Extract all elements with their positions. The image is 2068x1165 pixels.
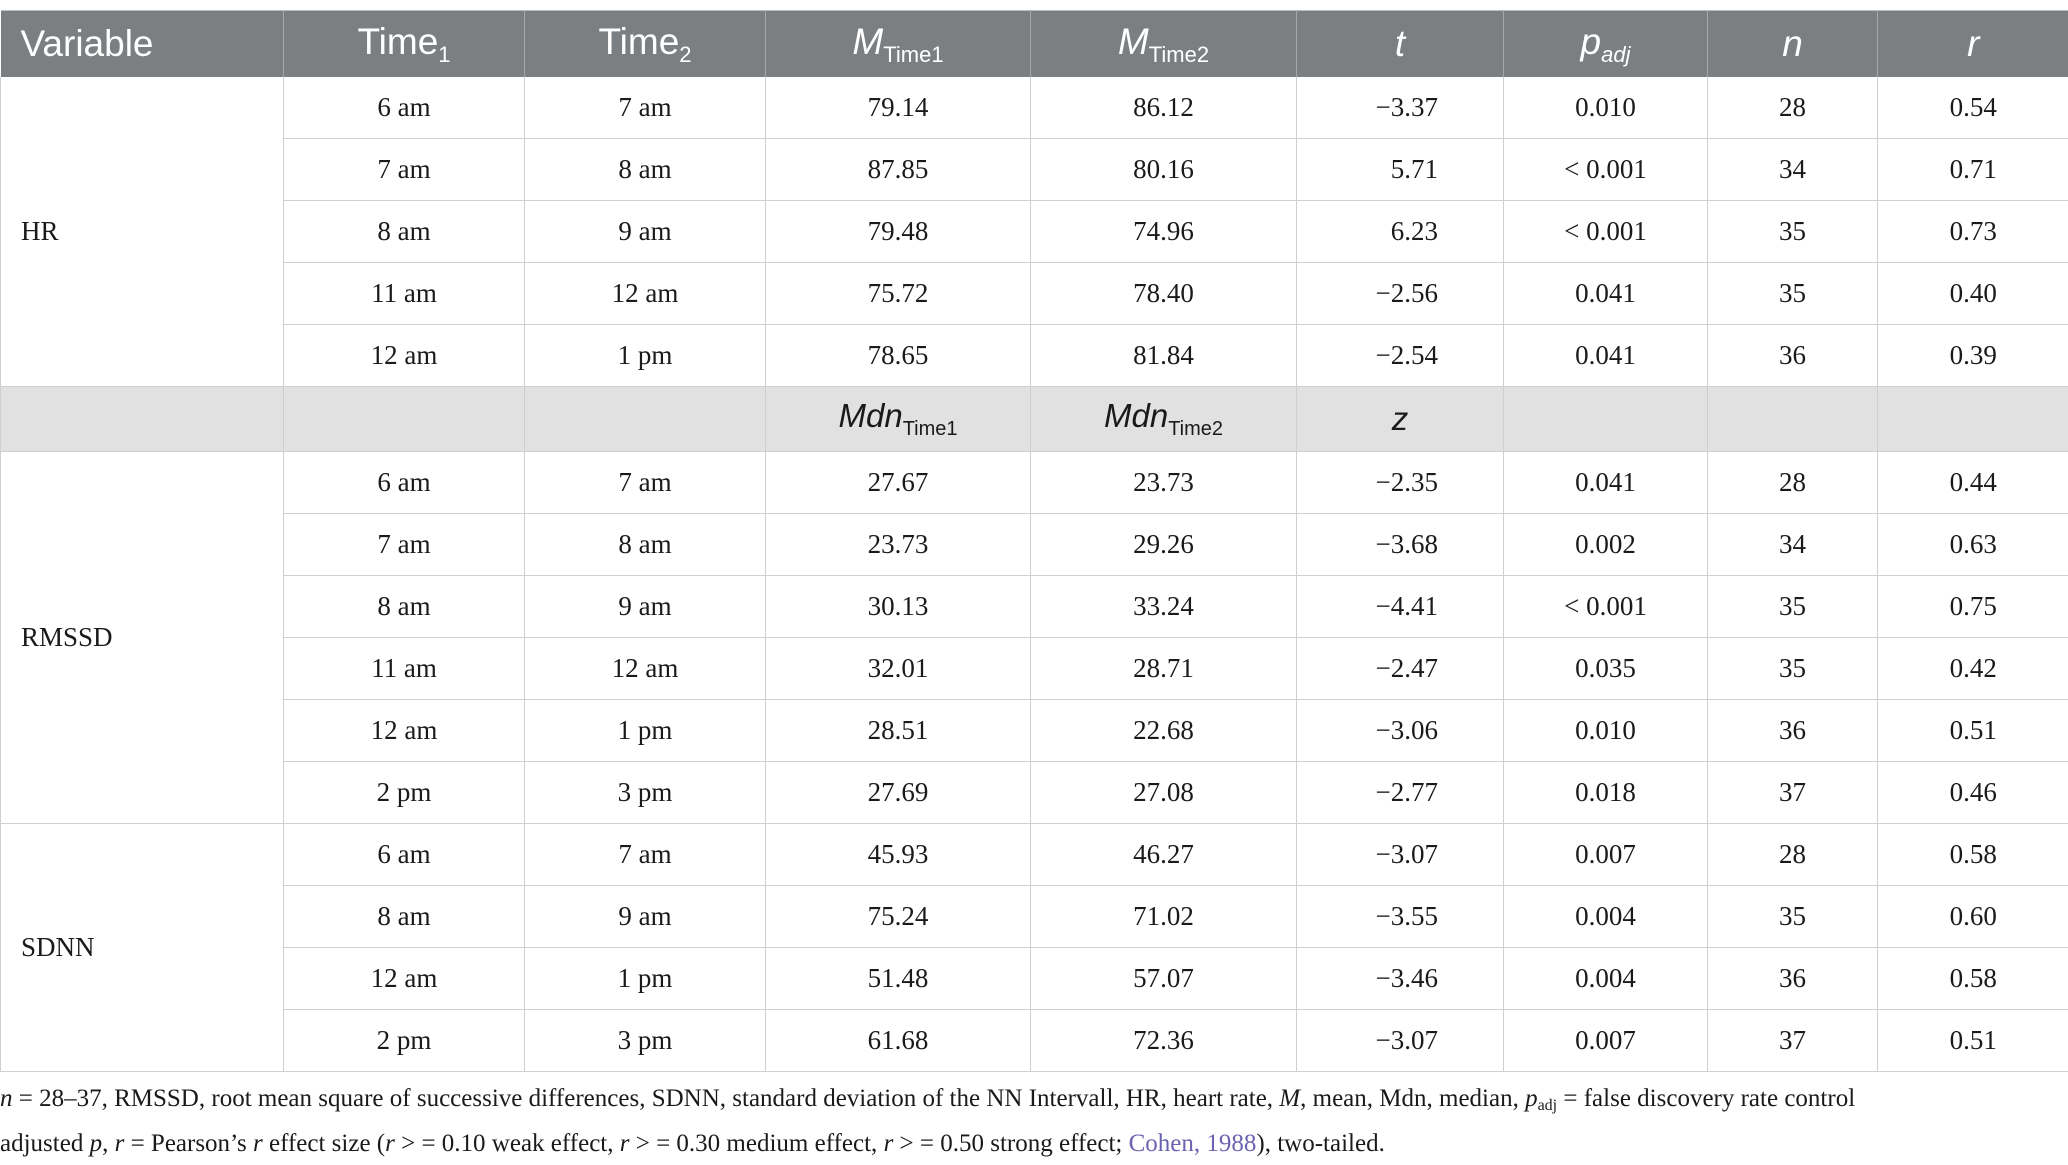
cell-r: 0.63 [1878, 514, 2068, 576]
subheader-empty [1, 387, 284, 452]
table-row [1, 576, 2068, 638]
header-time2: Time$_2$ [525, 11, 766, 78]
cell-value-time1: 61.68 [766, 1010, 1031, 1072]
header-n: n [1708, 11, 1878, 78]
table-row [1, 514, 2068, 576]
cell-test-statistic: −3.55 [1297, 886, 1504, 948]
cell-p-adj: 0.041 [1504, 325, 1708, 387]
cell-r: 0.60 [1878, 886, 2068, 948]
cell-value-time1: 27.69 [766, 762, 1031, 824]
cell-value-time1: 23.73 [766, 514, 1031, 576]
cell-n: 28 [1708, 77, 1878, 139]
cell-r: 0.44 [1878, 452, 2068, 514]
cell-r: 0.54 [1878, 77, 2068, 139]
cell-time2: 12 am [525, 263, 766, 325]
cell-test-statistic: −2.54 [1297, 325, 1504, 387]
cell-n: 34 [1708, 514, 1878, 576]
cell-test-statistic: −4.41 [1297, 576, 1504, 638]
cell-test-statistic: −3.46 [1297, 948, 1504, 1010]
cell-value-time2: 86.12 [1031, 77, 1297, 139]
cell-n: 36 [1708, 948, 1878, 1010]
header-r: r [1878, 11, 2068, 78]
cell-value-time2: 81.84 [1031, 325, 1297, 387]
cell-time1: 11 am [284, 638, 525, 700]
header-mean-time2: $M_{Time2}$ [1031, 11, 1297, 78]
cell-time1: 12 am [284, 700, 525, 762]
cell-time1: 11 am [284, 263, 525, 325]
cell-value-time2: 33.24 [1031, 576, 1297, 638]
cell-value-time1: 27.67 [766, 452, 1031, 514]
cell-test-statistic: −3.07 [1297, 824, 1504, 886]
cell-r: 0.73 [1878, 201, 2068, 263]
cell-test-statistic: −2.56 [1297, 263, 1504, 325]
cell-value-time1: 75.72 [766, 263, 1031, 325]
cell-r: 0.51 [1878, 1010, 2068, 1072]
cell-value-time2: 57.07 [1031, 948, 1297, 1010]
cell-r: 0.46 [1878, 762, 2068, 824]
variable-label-rmssd: RMSSD [1, 452, 284, 824]
cell-p-adj: 0.002 [1504, 514, 1708, 576]
cell-value-time2: 46.27 [1031, 824, 1297, 886]
cell-time2: 7 am [525, 77, 766, 139]
cell-value-time2: 27.08 [1031, 762, 1297, 824]
subheader-empty [1708, 387, 1878, 452]
cell-r: 0.39 [1878, 325, 2068, 387]
cell-time2: 8 am [525, 514, 766, 576]
cell-time2: 1 pm [525, 948, 766, 1010]
cell-p-adj: 0.004 [1504, 948, 1708, 1010]
cell-test-statistic: −3.68 [1297, 514, 1504, 576]
cell-time1: 12 am [284, 325, 525, 387]
table-row [1, 700, 2068, 762]
cell-time2: 3 pm [525, 762, 766, 824]
header-time1: Time$_1$ [284, 11, 525, 78]
cell-n: 36 [1708, 325, 1878, 387]
cell-r: 0.58 [1878, 948, 2068, 1010]
header-t: t [1297, 11, 1504, 78]
cell-time2: 12 am [525, 638, 766, 700]
cell-time1: 6 am [284, 452, 525, 514]
cell-n: 37 [1708, 1010, 1878, 1072]
cell-n: 37 [1708, 762, 1878, 824]
cell-r: 0.58 [1878, 824, 2068, 886]
cell-n: 36 [1708, 700, 1878, 762]
cell-value-time1: 32.01 [766, 638, 1031, 700]
cell-n: 28 [1708, 452, 1878, 514]
cell-time1: 8 am [284, 576, 525, 638]
cell-p-adj: 0.004 [1504, 886, 1708, 948]
table-row [1, 824, 2068, 886]
subheader-z: z [1297, 387, 1504, 452]
cell-time1: 8 am [284, 201, 525, 263]
cell-test-statistic: −2.47 [1297, 638, 1504, 700]
cell-test-statistic: 6.23 [1297, 201, 1504, 263]
table-row [1, 886, 2068, 948]
median-subheader-row [1, 387, 2068, 452]
cell-value-time2: 22.68 [1031, 700, 1297, 762]
cell-time2: 9 am [525, 201, 766, 263]
cell-value-time1: 79.14 [766, 77, 1031, 139]
cell-time2: 7 am [525, 824, 766, 886]
table-row [1, 263, 2068, 325]
cell-n: 28 [1708, 824, 1878, 886]
header-variable: Variable [1, 11, 284, 78]
table-row [1, 452, 2068, 514]
table-row [1, 638, 2068, 700]
cell-value-time1: 51.48 [766, 948, 1031, 1010]
subheader-median-time1: Mdn$_{Time1}$ [766, 387, 1031, 452]
cell-test-statistic: 5.71 [1297, 139, 1504, 201]
cell-p-adj: 0.010 [1504, 700, 1708, 762]
table-row [1, 948, 2068, 1010]
variable-label-hr: HR [1, 77, 284, 387]
cell-time2: 9 am [525, 886, 766, 948]
cell-value-time1: 78.65 [766, 325, 1031, 387]
subheader-empty [1504, 387, 1708, 452]
cell-value-time2: 29.26 [1031, 514, 1297, 576]
results-table [0, 10, 2068, 1072]
cell-time2: 7 am [525, 452, 766, 514]
subheader-empty [284, 387, 525, 452]
citation-link[interactable]: Cohen, 1988 [1128, 1130, 1257, 1157]
subheader-median-time2: Mdn$_{Time2}$ [1031, 387, 1297, 452]
cell-p-adj: < 0.001 [1504, 576, 1708, 638]
cell-p-adj: 0.018 [1504, 762, 1708, 824]
cell-p-adj: 0.007 [1504, 824, 1708, 886]
cell-time1: 6 am [284, 77, 525, 139]
table-footnote: n = 28–37, RMSSD, root mean square of successive differences, SDNN, standard deviation of the NN Intervall, HR, heart rate, M, mean, Mdn, median, $p_{adj}$ = false discovery rate control adjusted p, r = Pearson’s r effect size (r > = 0.10 weak effect, r > = 0.30 medium effect, r > = 0.50 strong effect; Cohen, 1988), two-tailed. [0, 1085, 1856, 1157]
cell-value-time1: 75.24 [766, 886, 1031, 948]
cell-value-time1: 87.85 [766, 139, 1031, 201]
cell-test-statistic: −2.77 [1297, 762, 1504, 824]
cell-value-time2: 72.36 [1031, 1010, 1297, 1072]
table-header [1, 11, 2068, 78]
cell-r: 0.75 [1878, 576, 2068, 638]
cell-value-time2: 23.73 [1031, 452, 1297, 514]
table-row [1, 201, 2068, 263]
cell-n: 35 [1708, 576, 1878, 638]
subheader-empty [1878, 387, 2068, 452]
cell-r: 0.40 [1878, 263, 2068, 325]
variable-label-sdnn: SDNN [1, 824, 284, 1072]
cell-value-time1: 30.13 [766, 576, 1031, 638]
header-mean-time1: $M_{Time1}$ [766, 11, 1031, 78]
cell-n: 35 [1708, 638, 1878, 700]
cell-time2: 3 pm [525, 1010, 766, 1072]
cell-time1: 7 am [284, 139, 525, 201]
cell-r: 0.51 [1878, 700, 2068, 762]
cell-p-adj: < 0.001 [1504, 201, 1708, 263]
cell-value-time2: 71.02 [1031, 886, 1297, 948]
cell-test-statistic: −3.37 [1297, 77, 1504, 139]
cell-time1: 12 am [284, 948, 525, 1010]
cell-value-time2: 74.96 [1031, 201, 1297, 263]
cell-value-time1: 28.51 [766, 700, 1031, 762]
table-row [1, 139, 2068, 201]
cell-p-adj: 0.041 [1504, 263, 1708, 325]
cell-p-adj: 0.035 [1504, 638, 1708, 700]
cell-time1: 2 pm [284, 762, 525, 824]
table-row [1, 1010, 2068, 1072]
cell-test-statistic: −3.06 [1297, 700, 1504, 762]
cell-n: 35 [1708, 263, 1878, 325]
results-table-container [0, 10, 2068, 1072]
cell-n: 35 [1708, 201, 1878, 263]
cell-n: 34 [1708, 139, 1878, 201]
cell-value-time1: 79.48 [766, 201, 1031, 263]
cell-time2: 8 am [525, 139, 766, 201]
cell-p-adj: 0.041 [1504, 452, 1708, 514]
table-body [1, 77, 2068, 1072]
header-row [1, 11, 2068, 78]
cell-r: 0.42 [1878, 638, 2068, 700]
cell-r: 0.71 [1878, 139, 2068, 201]
cell-test-statistic: −2.35 [1297, 452, 1504, 514]
cell-p-adj: < 0.001 [1504, 139, 1708, 201]
cell-n: 35 [1708, 886, 1878, 948]
subheader-empty [525, 387, 766, 452]
table-row [1, 325, 2068, 387]
header-p-adj: $p_{adj}$ [1504, 11, 1708, 78]
cell-p-adj: 0.010 [1504, 77, 1708, 139]
cell-value-time1: 45.93 [766, 824, 1031, 886]
table-row [1, 77, 2068, 139]
cell-time2: 9 am [525, 576, 766, 638]
cell-time2: 1 pm [525, 700, 766, 762]
cell-time1: 8 am [284, 886, 525, 948]
cell-time1: 6 am [284, 824, 525, 886]
table-row [1, 762, 2068, 824]
cell-p-adj: 0.007 [1504, 1010, 1708, 1072]
cell-test-statistic: −3.07 [1297, 1010, 1504, 1072]
cell-time1: 2 pm [284, 1010, 525, 1072]
cell-value-time2: 80.16 [1031, 139, 1297, 201]
cell-value-time2: 28.71 [1031, 638, 1297, 700]
cell-time1: 7 am [284, 514, 525, 576]
cell-time2: 1 pm [525, 325, 766, 387]
cell-value-time2: 78.40 [1031, 263, 1297, 325]
